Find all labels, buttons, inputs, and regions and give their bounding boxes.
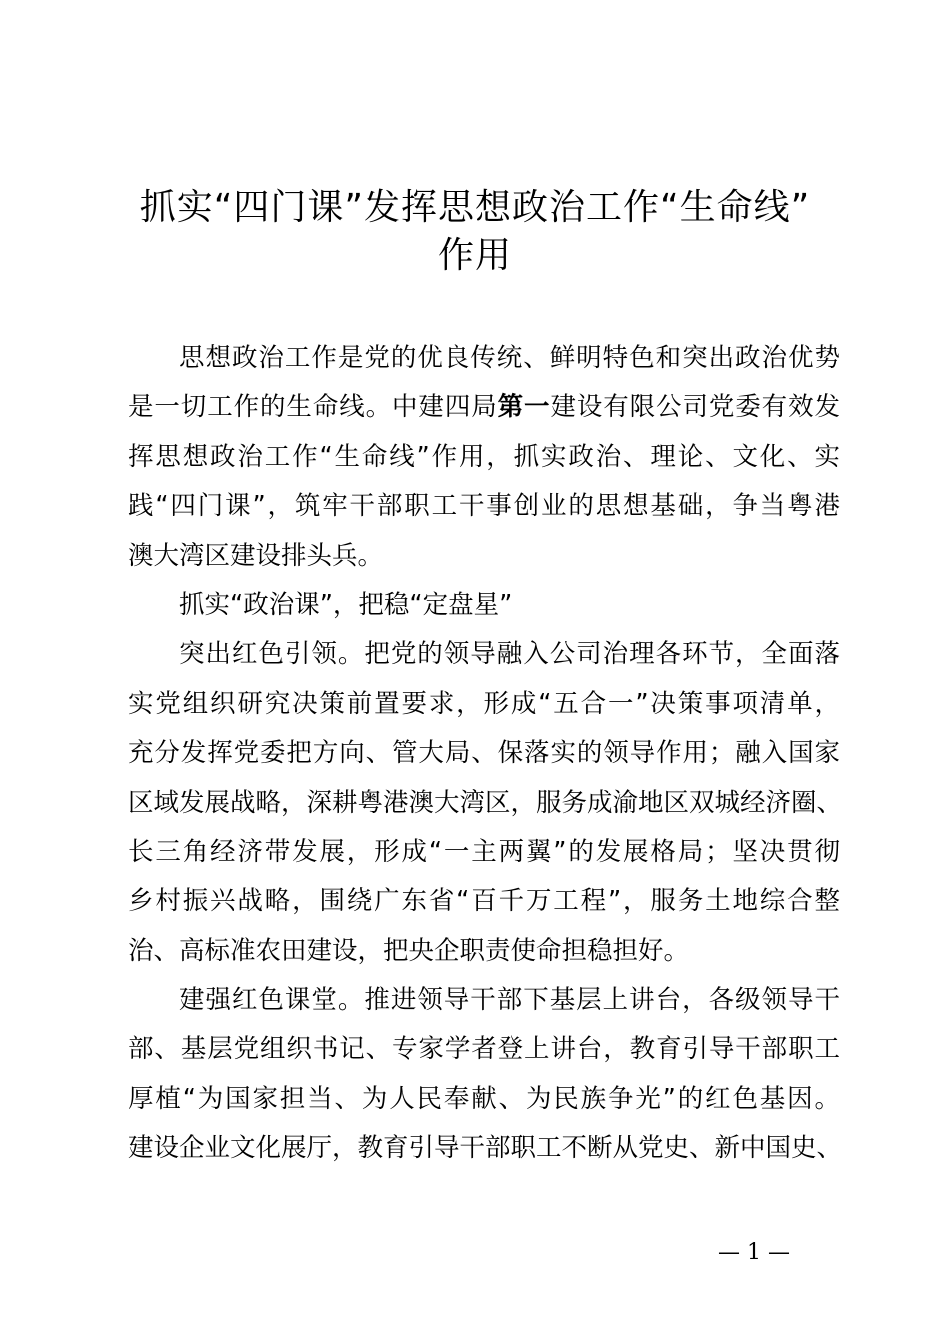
paragraph-2-line-6: 乡村振兴战略，围绕广东省“百千万工程”，服务土地综合整 [128, 886, 840, 917]
section-heading: 抓实“政治课”，把稳“定盘星” [179, 589, 513, 620]
document-title-continued: 作用 [437, 235, 512, 276]
paragraph-1-line-4: 践“四门课”，筑牢干部职工干事创业的思想基础，争当粤港 [128, 491, 840, 522]
paragraph-1-line-3: 挥思想政治工作“生命线”作用，抓实政治、理论、文化、实 [128, 441, 840, 472]
paragraph-3-line-4: 建设企业文化展厅，教育引导干部职工不断从党史、新中国史、 [128, 1133, 843, 1164]
document-title: 抓实“四门课”发挥思想政治工作“生命线” [139, 187, 811, 228]
paragraph-3-line-3: 厚植“为国家担当、为人民奉献、为民族争光”的红色基因。 [128, 1083, 840, 1114]
paragraph-1-line-2-text-c: 建设有限公司党委有效发 [550, 392, 840, 423]
paragraph-1-line-1: 思想政治工作是党的优良传统、鲜明特色和突出政治优势 [179, 343, 840, 373]
paragraph-2-line-5: 长三角经济带发展，形成“一主两翼”的发展格局；坚决贯彻 [128, 836, 840, 867]
emphasis-text: 第一 [497, 392, 551, 423]
paragraph-2-line-4: 区域发展战略，深耕粤港澳大湾区，服务成渝地区双城经济圈、 [128, 787, 843, 818]
paragraph-2-line-3: 充分发挥党委把方向、管大局、保落实的领导作用；融入国家 [128, 738, 840, 769]
paragraph-2-line-7: 治、高标准农田建设，把央企职责使命担稳担好。 [128, 935, 690, 966]
paragraph-1-line-2 [128, 383, 840, 432]
paragraph-3-line-2: 部、基层党组织书记、专家学者登上讲台，教育引导干部职工 [128, 1034, 840, 1065]
paragraph-2-line-1: 突出红色引领。把党的领导融入公司治理各环节，全面落 [179, 639, 840, 670]
page-number: — 1 — [718, 1240, 790, 1265]
document-body [128, 334, 843, 1174]
paragraph-2-line-2: 实党组织研究决策前置要求，形成“五合一”决策事项清单， [128, 688, 840, 719]
paragraph-1-line-5: 澳大湾区建设排头兵。 [128, 540, 384, 571]
paragraph-3-line-1: 建强红色课堂。推进领导干部下基层上讲台，各级领导干 [179, 985, 840, 1016]
paragraph-1-line-2-text-a: 是一切工作的生命线。中建四局 [128, 392, 498, 423]
